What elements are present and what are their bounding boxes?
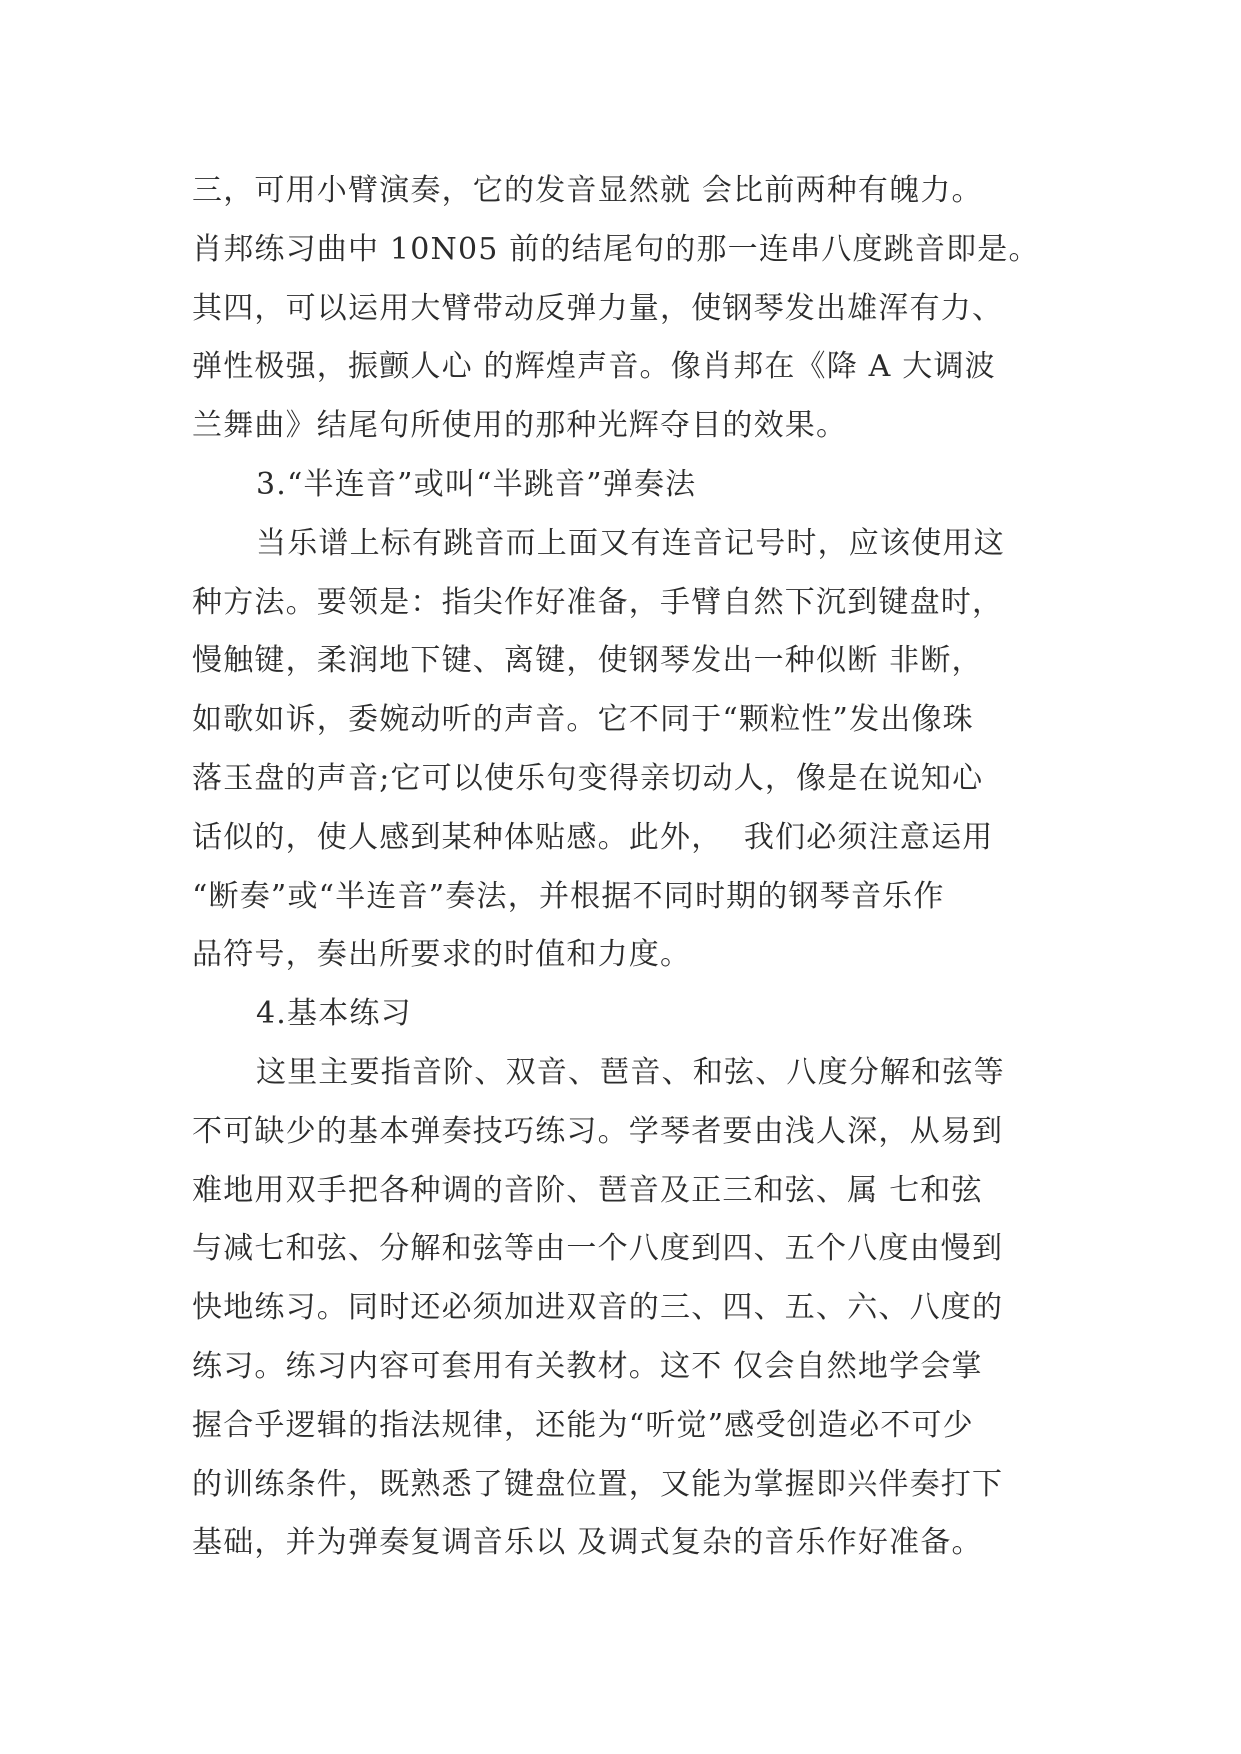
text-line: 落玉盘的声音;它可以使乐句变得亲切动人，像是在说知心 bbox=[192, 760, 984, 796]
text-line: 不可缺少的基本弹奏技巧练习。学琴者要由浅人深，从易到 bbox=[192, 1113, 1004, 1149]
text-line: 其四，可以运用大臂带动反弹力量，使钢琴发出雄浑有力、 bbox=[192, 290, 1004, 326]
text-line: 的训练条件，既熟悉了键盘位置，又能为掌握即兴伴奏打下 bbox=[192, 1466, 1004, 1502]
text-line: 练习。练习内容可套用有关教材。这不 仅会自然地学会掌 bbox=[192, 1348, 983, 1384]
text-line: 兰舞曲》结尾句所使用的那种光辉夺目的效果。 bbox=[192, 408, 848, 444]
section-heading: 4.基本练习 bbox=[256, 996, 412, 1032]
text-line: 难地用双手把各种调的音阶、琶音及正三和弦、属 七和弦 bbox=[192, 1172, 983, 1208]
text-line: 慢触键，柔润地下键、离键，使钢琴发出一种似断 非断， bbox=[192, 643, 983, 679]
text-line: 握合乎逻辑的指法规律，还能为“听觉”感受创造必不可少 bbox=[192, 1407, 974, 1443]
text-line: 肖邦练习曲中 10N05 前的结尾句的那一连串八度跳音即是。 bbox=[192, 231, 1040, 267]
text-line: 如歌如诉，委婉动听的声音。它不同于“颗粒性”发出像珠 bbox=[192, 702, 974, 738]
body-text bbox=[192, 162, 1092, 1573]
text-line: 种方法。要领是：指尖作好准备，手臂自然下沉到键盘时， bbox=[192, 584, 1004, 620]
text-line: “断奏”或“半连音”奏法，并根据不同时期的钢琴音乐作 bbox=[192, 878, 945, 914]
text-line: 弹性极强，振颤人心 的辉煌声音。像肖邦在《降 A 大调波 bbox=[192, 349, 996, 385]
text-line: 快地练习。同时还必须加进双音的三、四、五、六、八度的 bbox=[192, 1290, 1004, 1326]
text-line: 话似的，使人感到某种体贴感。此外， 我们必须注意运用 bbox=[192, 819, 994, 855]
text-line: 三，可用小臂演奏，它的发音显然就 会比前两种有魄力。 bbox=[192, 173, 983, 208]
section-heading: 3.“半连音”或叫“半跳音”弹奏法 bbox=[256, 466, 697, 502]
text-line: 品符号，奏出所要求的时值和力度。 bbox=[192, 937, 692, 973]
text-line: 当乐谱上标有跳音而上面又有连音记号时，应该使用这 bbox=[256, 525, 1005, 561]
text-line: 与减七和弦、分解和弦等由一个八度到四、五个八度由慢到 bbox=[192, 1231, 1004, 1267]
text-line: 基础，并为弹奏复调音乐以 及调式复杂的音乐作好准备。 bbox=[192, 1525, 983, 1561]
text-line: 这里主要指音阶、双音、琶音、和弦、八度分解和弦等 bbox=[256, 1054, 1005, 1090]
